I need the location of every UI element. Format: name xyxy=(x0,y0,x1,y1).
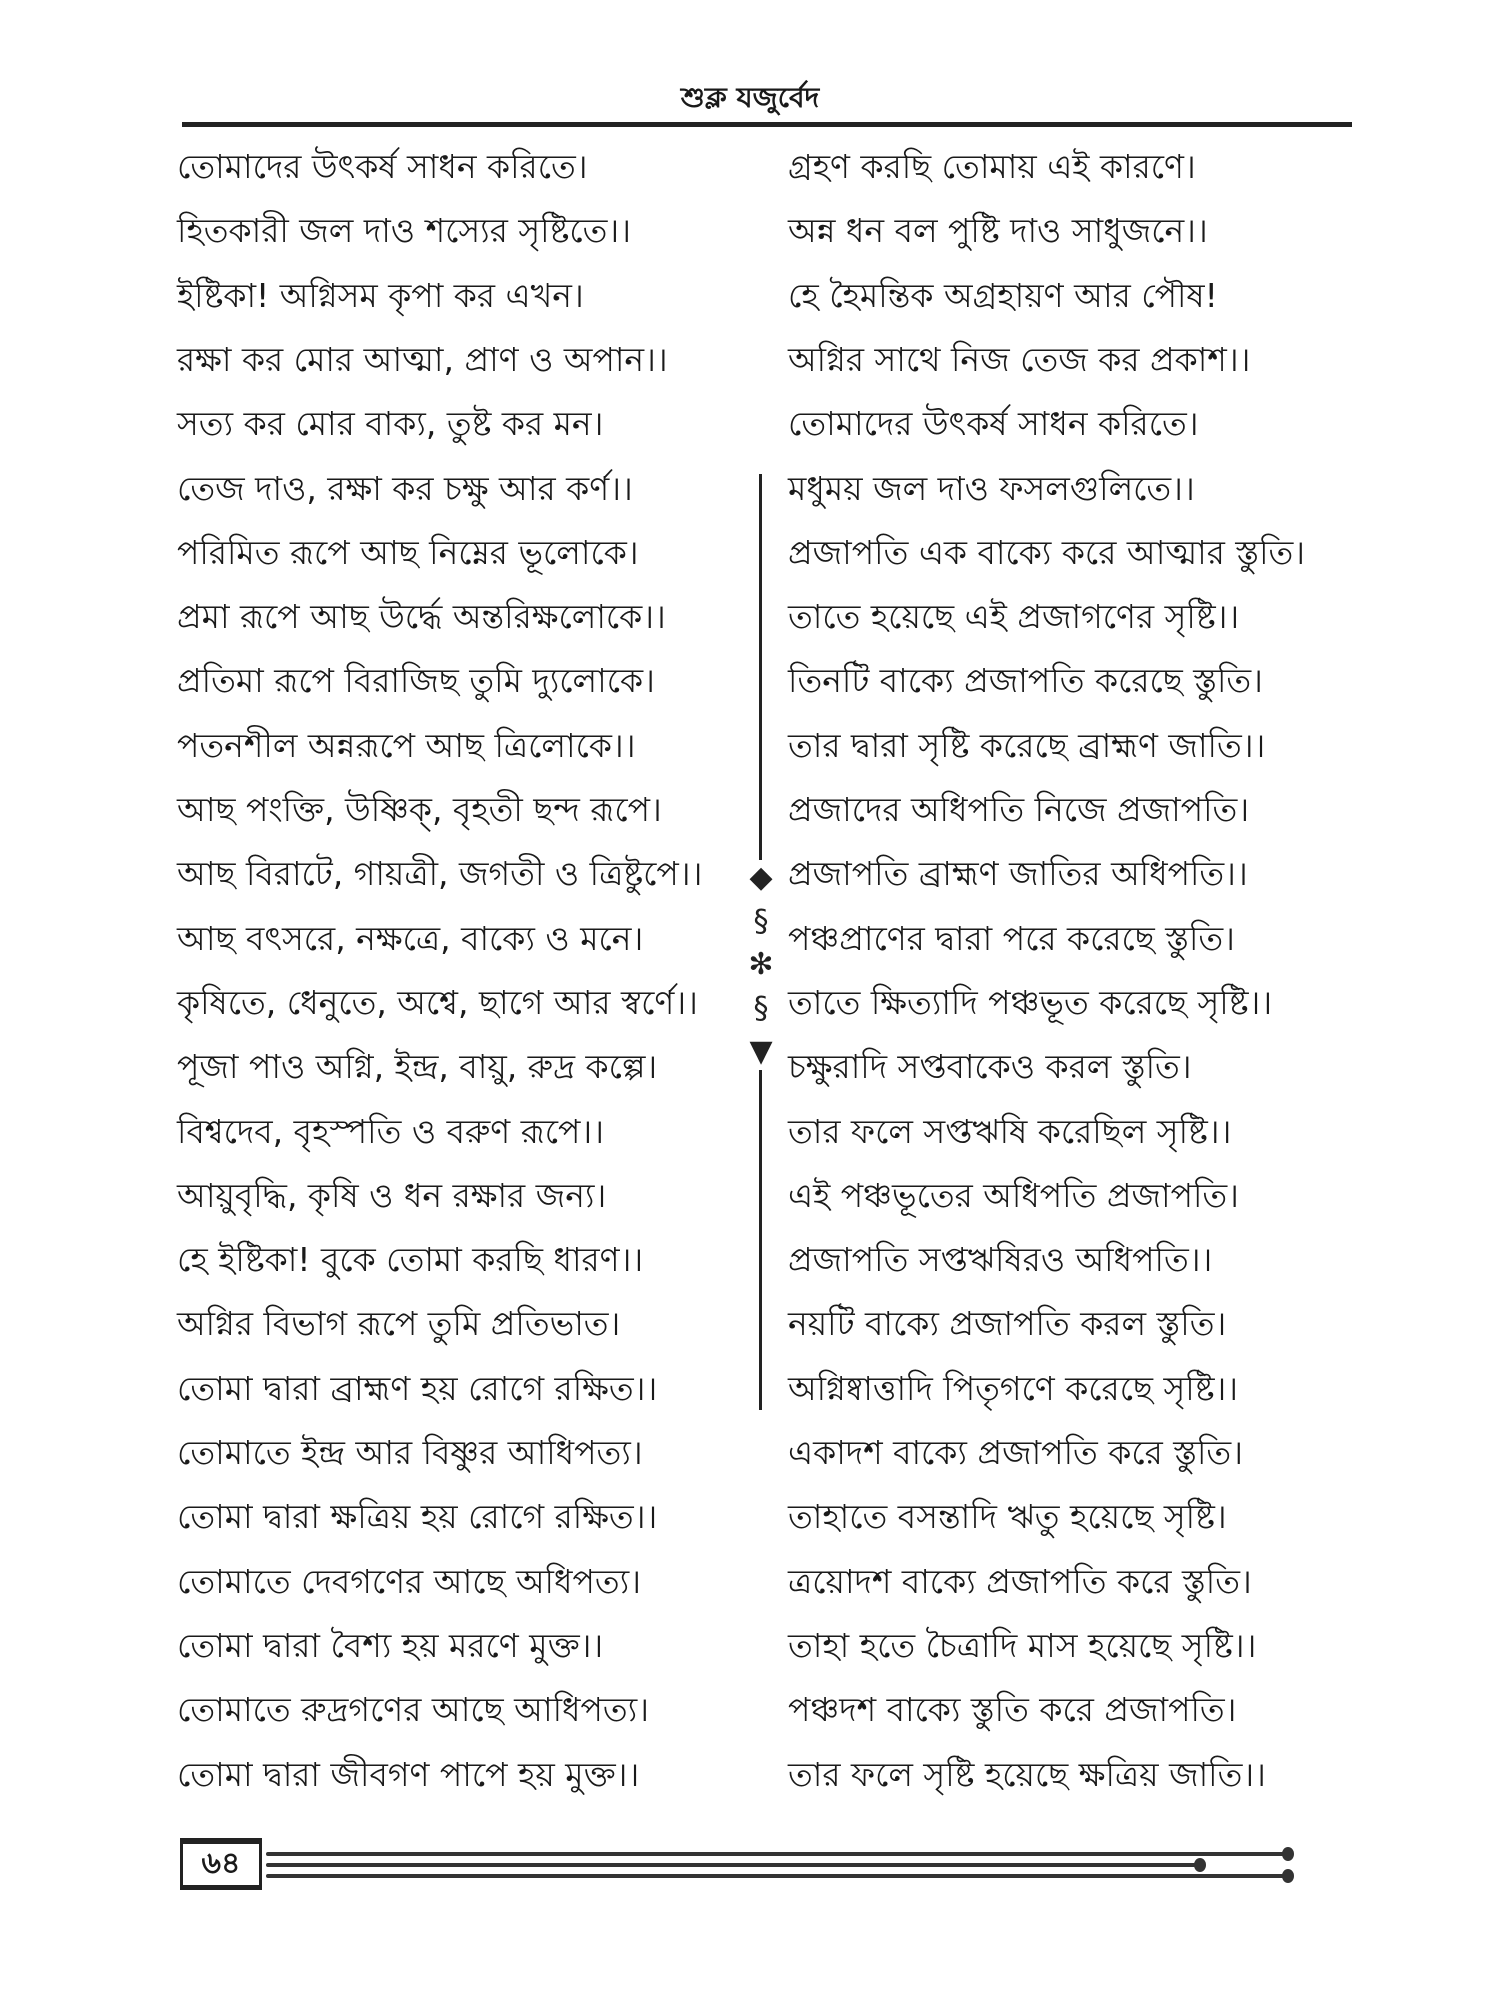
verse-line: পঞ্চপ্রাণের দ্বারা পরে করেছে স্তুতি। xyxy=(788,918,1235,958)
divider-ornament xyxy=(744,860,778,1070)
verse-line: একাদশ বাক্যে প্রজাপতি করে স্তুতি। xyxy=(788,1433,1243,1472)
verse-line: তোমা দ্বারা ব্রাহ্মণ হয় রোগে রক্ষিত।। xyxy=(177,1368,658,1408)
verse-line: তার দ্বারা সৃষ্টি করেছে ব্রাহ্মণ জাতি।। xyxy=(788,725,1266,765)
verse-line: হে হৈমন্তিক অগ্রহায়ণ আর পৌষ! xyxy=(788,275,1218,315)
verse-line: এই পঞ্চভূতের অধিপতি প্রজাপতি। xyxy=(788,1175,1239,1215)
verse-line: পঞ্চদশ বাক্যে স্তুতি করে প্রজাপতি। xyxy=(788,1690,1237,1730)
verse-line: প্রজাপতি ব্রাহ্মণ জাতির অধিপতি।। xyxy=(788,854,1248,894)
verse-line: হিতকারী জল দাও শস্যের সৃষ্টিতে।। xyxy=(177,211,632,251)
ornament-flower-icon: ✻ xyxy=(748,947,774,982)
verse-line: তাহাতে বসন্তাদি ঋতু হয়েছে সৃষ্টি। xyxy=(788,1497,1227,1537)
verse-line: ইষ্টিকা! অগ্নিসম কৃপা কর এখন। xyxy=(177,275,584,315)
verse-line: তোমা দ্বারা জীবগণ পাপে হয় মুক্ত।। xyxy=(177,1754,640,1794)
verse-line: তাহা হতে চৈত্রাদি মাস হয়েছে সৃষ্টি।। xyxy=(788,1625,1257,1665)
verse-line: কৃষিতে, ধেনুতে, অশ্বে, ছাগে আর স্বর্ণে।। xyxy=(177,982,698,1022)
footer-rule xyxy=(266,1863,1200,1867)
ornament-scroll-icon: § xyxy=(753,903,769,939)
verse-line: প্রজাপতি সপ্তঋষিরও অধিপতি।। xyxy=(788,1240,1213,1280)
verse-line: প্রজাদের অধিপতি নিজে প্রজাপতি। xyxy=(788,790,1250,829)
verse-line: তোমাদের উৎকর্ষ সাধন করিতে। xyxy=(788,404,1199,444)
verse-line: চক্ষুরাদি সপ্তবাকেও করল স্তুতি। xyxy=(788,1047,1192,1087)
verse-line: তেজ দাও, রক্ষা কর চক্ষু আর কর্ণ।। xyxy=(177,468,633,508)
verse-line: আছ পংক্তি, উষ্ণিক্, বৃহতী ছন্দ রূপে। xyxy=(177,790,662,829)
verse-line: তিনটি বাক্যে প্রজাপতি করেছে স্তুতি। xyxy=(788,661,1263,701)
verse-line: অগ্নিষ্বাত্তাদি পিতৃগণে করেছে সৃষ্টি।। xyxy=(788,1368,1239,1408)
verse-line: গ্রহণ করছি তোমায় এই কারণে। xyxy=(788,147,1196,186)
verse-line: প্রজাপতি এক বাক্যে করে আত্মার স্তুতি। xyxy=(788,532,1306,572)
verse-line: তাতে ক্ষিত্যাদি পঞ্চভূত করেছে সৃষ্টি।। xyxy=(788,982,1273,1022)
footer-rule xyxy=(266,1874,1288,1878)
verse-line: পূজা পাও অগ্নি, ইন্দ্র, বায়ু, রুদ্র কল্পে। xyxy=(177,1047,658,1087)
ornament-drop-icon: ▼ xyxy=(749,1034,773,1069)
page-number: ৬৪ xyxy=(180,1838,262,1890)
verse-line: তোমাতে রুদ্রগণের আছে আধিপত্য। xyxy=(177,1690,650,1730)
verse-line: অগ্নির বিভাগ রূপে তুমি প্রতিভাত। xyxy=(177,1304,621,1344)
verse-line: তার ফলে সৃষ্টি হয়েছে ক্ষত্রিয় জাতি।। xyxy=(788,1754,1266,1794)
verse-line: বিশ্বদেব, বৃহস্পতি ও বরুণ রূপে।। xyxy=(177,1111,605,1151)
verse-line: তোমাদের উৎকর্ষ সাধন করিতে। xyxy=(177,147,588,186)
verse-line: আছ বিরাটে, গায়ত্রী, জগতী ও ত্রিষ্টুপে।। xyxy=(177,854,703,894)
verse-line: অন্ন ধন বল পুষ্টি দাও সাধুজনে।। xyxy=(788,211,1208,251)
verse-line: তার ফলে সপ্তঋষি করেছিল সৃষ্টি।। xyxy=(788,1111,1232,1151)
verse-line: তোমা দ্বারা বৈশ্য হয় মরণে মুক্ত।। xyxy=(177,1625,604,1665)
verse-line: রক্ষা কর মোর আত্মা, প্রাণ ও অপান।। xyxy=(177,339,668,379)
verse-line: প্রমা রূপে আছ উর্দ্ধে অন্তরিক্ষলোকে।। xyxy=(177,597,666,637)
verse-line: ত্রয়োদশ বাক্যে প্রজাপতি করে স্তুতি। xyxy=(788,1561,1252,1601)
verse-line: তোমাতে দেবগণের আছে অধিপত্য। xyxy=(177,1561,641,1601)
verse-line: তোমা দ্বারা ক্ষত্রিয় হয় রোগে রক্ষিত।। xyxy=(177,1497,658,1537)
verse-line: আছ বৎসরে, নক্ষত্রে, বাক্যে ও মনে। xyxy=(177,918,644,958)
verse-line: মধুময় জল দাও ফসলগুলিতে।। xyxy=(788,468,1195,508)
header-rule xyxy=(182,122,1352,127)
verse-line: পতনশীল অন্নরূপে আছ ত্রিলোকে।। xyxy=(177,725,636,765)
ornament-diamond-icon: ◆ xyxy=(749,860,773,895)
verse-line: সত্য কর মোর বাক্য, তুষ্ট কর মন। xyxy=(177,404,604,444)
verse-line: নয়টি বাক্যে প্রজাপতি করল স্তুতি। xyxy=(788,1304,1227,1344)
verse-line: তাতে হয়েছে এই প্রজাগণের সৃষ্টি।। xyxy=(788,597,1240,637)
footer-rule xyxy=(266,1852,1288,1856)
verse-line: তোমাতে ইন্দ্র আর বিষ্ণুর আধিপত্য। xyxy=(177,1433,643,1472)
verse-line: আয়ুবৃদ্ধি, কৃষি ও ধন রক্ষার জন্য। xyxy=(177,1175,607,1215)
verse-line: পরিমিত রূপে আছ নিম্নের ভূলোকে। xyxy=(177,532,639,572)
verse-line: প্রতিমা রূপে বিরাজিছ তুমি দ্যুলোকে। xyxy=(177,661,655,701)
verse-line: অগ্নির সাথে নিজ তেজ কর প্রকাশ।। xyxy=(788,339,1251,379)
ornament-scroll-icon: § xyxy=(753,990,769,1026)
running-header-title: শুক্ল যজুর্বেদ xyxy=(680,81,820,114)
verse-line: হে ইষ্টিকা! বুকে তোমা করছি ধারণ।। xyxy=(177,1240,644,1280)
